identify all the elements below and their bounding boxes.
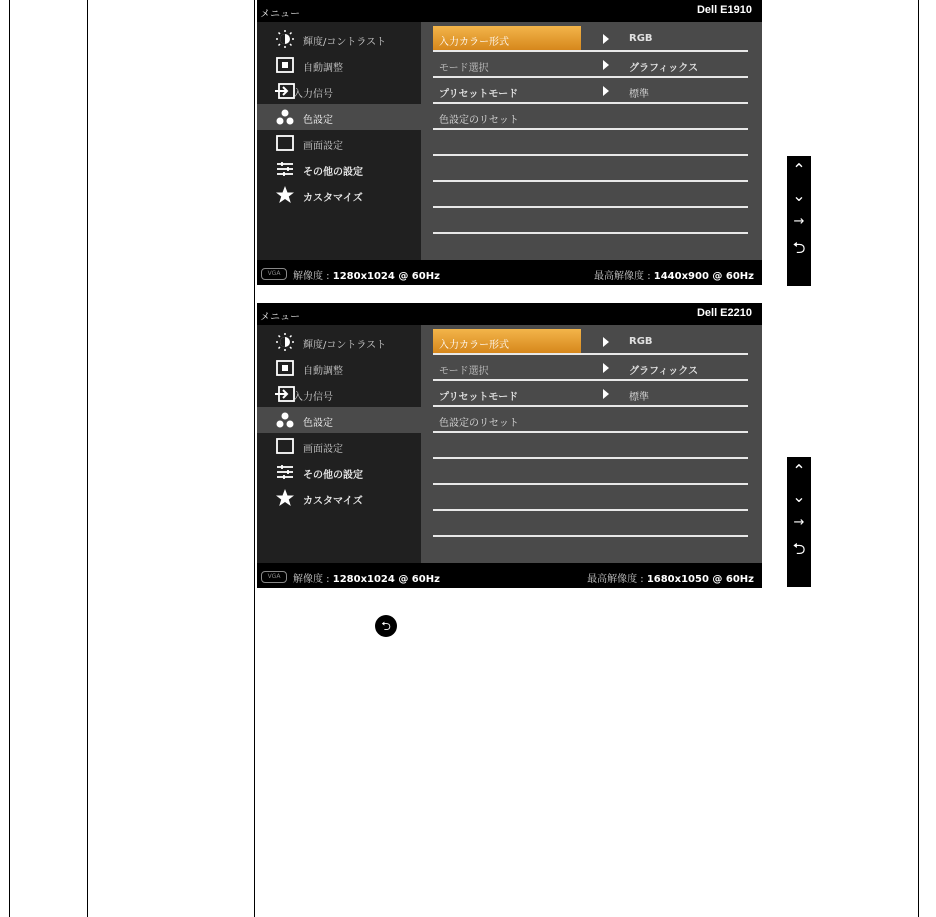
up-icon[interactable]: ⌃ xyxy=(792,461,806,480)
star-icon xyxy=(275,489,295,507)
osd-keypad xyxy=(787,457,811,587)
submenu-row-mode-select[interactable]: モード選択 グラフィックス xyxy=(433,52,748,78)
resolution-readout: 解像度 : 1280x1024 @ 60Hz xyxy=(293,574,440,585)
submenu-row-reset-color[interactable]: 色設定のリセット xyxy=(433,104,748,130)
back-icon[interactable]: ⮌ xyxy=(792,238,806,257)
max-resolution-readout: 最高解像度 : 1440x900 @ 60Hz xyxy=(594,271,754,282)
submenu-row-empty xyxy=(433,485,748,511)
menu-item-display-settings[interactable]: 画面設定 xyxy=(257,433,421,459)
other-settings-icon xyxy=(275,160,295,178)
submenu-row-empty xyxy=(433,130,748,156)
osd-panel-e2210 xyxy=(257,303,762,588)
menu-item-customize[interactable]: カスタマイズ xyxy=(257,182,421,208)
menu-item-input-source[interactable]: 入力信号 xyxy=(257,78,421,104)
right-arrow-icon[interactable]: → xyxy=(793,214,805,229)
submenu-row-empty xyxy=(433,208,748,234)
submenu-arrow-icon xyxy=(603,86,609,96)
display-settings-icon xyxy=(275,134,295,152)
submenu-row-empty xyxy=(433,156,748,182)
osd-main-menu xyxy=(257,22,421,260)
menu-item-brightness-contrast[interactable]: 輝度/コントラスト xyxy=(257,26,421,52)
star-icon xyxy=(275,186,295,204)
menu-item-auto-adjust[interactable]: 自動調整 xyxy=(257,355,421,381)
menu-item-auto-adjust[interactable]: 自動調整 xyxy=(257,52,421,78)
submenu-row-empty xyxy=(433,433,748,459)
input-source-icon xyxy=(275,385,295,403)
table-border-col1 xyxy=(87,0,88,917)
submenu-row-preset-mode[interactable]: プリセットモード 標準 xyxy=(433,78,748,104)
submenu-row-preset-mode[interactable]: プリセットモード 標準 xyxy=(433,381,748,407)
table-border-col2 xyxy=(254,0,255,917)
submenu-arrow-icon xyxy=(603,337,609,347)
brightness-icon xyxy=(275,333,295,351)
submenu-row-empty xyxy=(433,182,748,208)
submenu-row-reset-color[interactable]: 色設定のリセット xyxy=(433,407,748,433)
menu-item-color-settings[interactable]: 色設定 xyxy=(257,104,421,130)
menu-item-other-settings[interactable]: その他の設定 xyxy=(257,459,421,485)
osd-footer xyxy=(257,563,762,588)
input-source-icon xyxy=(275,82,295,100)
submenu-arrow-icon xyxy=(603,389,609,399)
right-arrow-icon[interactable]: → xyxy=(793,515,805,530)
table-border-right xyxy=(918,0,919,917)
osd-model-name: Dell E1910 xyxy=(696,4,752,16)
osd-submenu xyxy=(421,22,762,260)
max-resolution-readout: 最高解像度 : 1680x1050 @ 60Hz xyxy=(587,574,754,585)
osd-model-name: Dell E2210 xyxy=(696,307,752,319)
submenu-arrow-icon xyxy=(603,34,609,44)
osd-menu-label: メニュー xyxy=(260,312,300,323)
osd-menu-label: メニュー xyxy=(260,9,300,20)
submenu-row-empty xyxy=(433,511,748,537)
down-icon[interactable]: ⌄ xyxy=(792,487,806,506)
display-settings-icon xyxy=(275,437,295,455)
submenu-row-input-color-format[interactable]: 入力カラー形式 RGB xyxy=(433,329,748,355)
menu-item-input-source[interactable]: 入力信号 xyxy=(257,381,421,407)
table-border-left xyxy=(9,0,10,917)
vga-connector-icon: VGA xyxy=(261,571,287,583)
osd-main-menu xyxy=(257,325,421,563)
back-icon: ⮌ xyxy=(375,615,397,637)
osd-submenu xyxy=(421,325,762,563)
menu-item-brightness-contrast[interactable]: 輝度/コントラスト xyxy=(257,329,421,355)
osd-panel-e1910 xyxy=(257,0,762,285)
menu-item-color-settings[interactable]: 色設定 xyxy=(257,407,421,433)
osd-titlebar xyxy=(257,303,762,325)
brightness-icon xyxy=(275,30,295,48)
color-settings-icon xyxy=(275,108,295,126)
vga-connector-icon: VGA xyxy=(261,268,287,280)
up-icon[interactable]: ⌃ xyxy=(792,160,806,179)
menu-item-display-settings[interactable]: 画面設定 xyxy=(257,130,421,156)
auto-adjust-icon xyxy=(275,56,295,74)
menu-item-other-settings[interactable]: その他の設定 xyxy=(257,156,421,182)
osd-footer xyxy=(257,260,762,285)
resolution-readout: 解像度 : 1280x1024 @ 60Hz xyxy=(293,271,440,282)
menu-item-customize[interactable]: カスタマイズ xyxy=(257,485,421,511)
color-settings-icon xyxy=(275,411,295,429)
submenu-row-mode-select[interactable]: モード選択 グラフィックス xyxy=(433,355,748,381)
osd-keypad xyxy=(787,156,811,286)
osd-titlebar xyxy=(257,0,762,22)
submenu-row-input-color-format[interactable]: 入力カラー形式 RGB xyxy=(433,26,748,52)
auto-adjust-icon xyxy=(275,359,295,377)
submenu-arrow-icon xyxy=(603,363,609,373)
down-icon[interactable]: ⌄ xyxy=(792,186,806,205)
other-settings-icon xyxy=(275,463,295,481)
submenu-arrow-icon xyxy=(603,60,609,70)
submenu-row-empty xyxy=(433,459,748,485)
back-icon[interactable]: ⮌ xyxy=(792,539,806,558)
